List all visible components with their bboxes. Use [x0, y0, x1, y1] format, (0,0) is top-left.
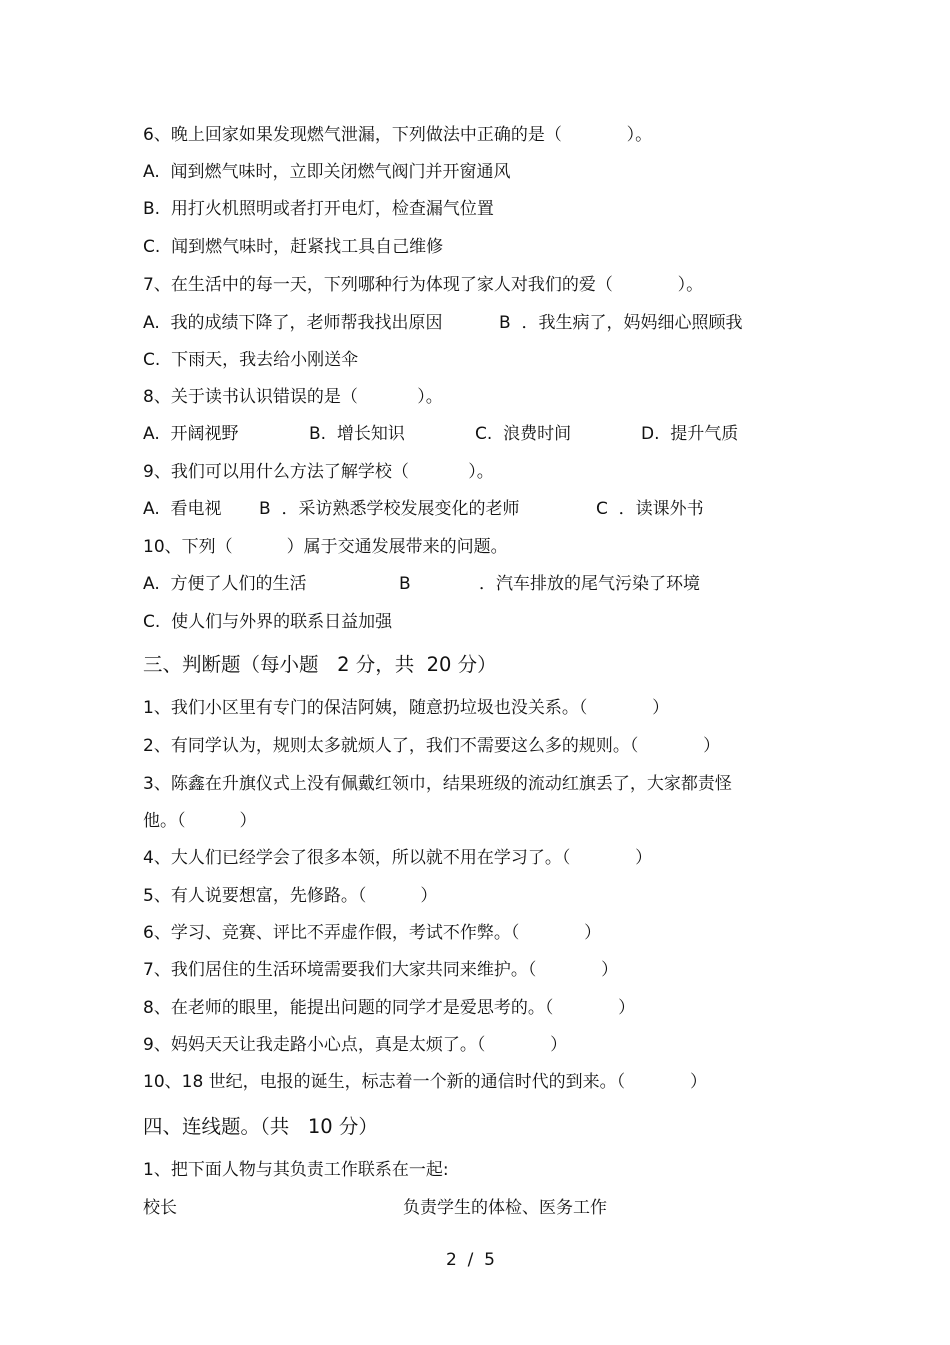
matching-right-item: 负责学生的体检、医务工作 — [403, 1198, 607, 1218]
section-3-heading: 三、判断题（每小题 2 分，共 20 分） — [143, 653, 497, 676]
judge-item-8: 8、在老师的眼里，能提出问题的同学才是爱思考的。（ ） — [143, 998, 636, 1018]
judge-item-6: 6、学习、竞赛、评比不弄虚作假，考试不作弊。（ ） — [143, 923, 602, 943]
judge-item-10: 10、18 世纪，电报的诞生，标志着一个新的通信时代的到来。（ ） — [143, 1072, 708, 1092]
question-9-option-c: C ．读课外书 — [596, 499, 704, 519]
judge-item-5: 5、有人说要想富，先修路。（ ） — [143, 886, 438, 906]
section-4-heading: 四、连线题。（共 10 分） — [143, 1115, 378, 1138]
question-7-option-b: B ．我生病了，妈妈细心照顾我 — [499, 313, 743, 333]
question-8-option-c: C. 浪费时间 — [475, 424, 572, 444]
question-10-option-b-letter: B — [399, 574, 411, 594]
question-9-stem: 9、我们可以用什么方法了解学校（ ）。 — [143, 462, 494, 482]
judge-item-7: 7、我们居住的生活环境需要我们大家共同来维护。（ ） — [143, 960, 619, 980]
question-8-option-b: B. 增长知识 — [309, 424, 405, 444]
question-6-option-a: A. 闻到燃气味时，立即关闭燃气阀门并开窗通风 — [143, 162, 511, 182]
question-6-stem: 6、晚上回家如果发现燃气泄漏，下列做法中正确的是（ ）。 — [143, 125, 653, 145]
question-10-option-c: C. 使人们与外界的联系日益加强 — [143, 612, 393, 632]
matching-left-item: 校长 — [143, 1198, 177, 1218]
question-7-option-c: C. 下雨天，我去给小刚送伞 — [143, 350, 359, 370]
judge-item-2: 2、有同学认为，规则太多就烦人了，我们不需要这么多的规则。（ ） — [143, 736, 721, 756]
judge-item-1: 1、我们小区里有专门的保洁阿姨，随意扔垃圾也没关系。（ ） — [143, 698, 670, 718]
question-8-option-d: D. 提升气质 — [641, 424, 739, 444]
question-9-option-b: B ．采访熟悉学校发展变化的老师 — [259, 499, 520, 519]
judge-item-9: 9、妈妈天天让我走路小心点，真是太烦了。（ ） — [143, 1035, 568, 1055]
matching-instruction: 1、把下面人物与其负责工作联系在一起: — [143, 1160, 449, 1180]
question-7-option-a: A. 我的成绩下降了，老师帮我找出原因 — [143, 313, 443, 333]
question-10-option-a: A. 方便了人们的生活 — [143, 574, 307, 594]
page-number: 2 / 5 — [446, 1250, 495, 1270]
judge-item-4: 4、大人们已经学会了很多本领，所以就不用在学习了。（ ） — [143, 848, 653, 868]
judge-item-3: 3、陈鑫在升旗仪式上没有佩戴红领巾，结果班级的流动红旗丢了，大家都责怪 — [143, 774, 732, 794]
question-7-stem: 7、在生活中的每一天，下列哪种行为体现了家人对我们的爱（ ）。 — [143, 275, 704, 295]
judge-item-3-continued: 他。（ ） — [143, 811, 257, 831]
question-8-option-a: A. 开阔视野 — [143, 424, 239, 444]
question-9-option-a: A. 看电视 — [143, 499, 222, 519]
question-6-option-b: B. 用打火机照明或者打开电灯，检查漏气位置 — [143, 199, 494, 219]
question-10-stem: 10、下列（ ）属于交通发展带来的问题。 — [143, 537, 508, 557]
question-6-option-c: C. 闻到燃气味时，赶紧找工具自己维修 — [143, 237, 444, 257]
question-10-option-b-text: ．汽车排放的尾气污染了环境 — [479, 574, 700, 594]
question-8-stem: 8、关于读书认识错误的是（ ）。 — [143, 387, 443, 407]
